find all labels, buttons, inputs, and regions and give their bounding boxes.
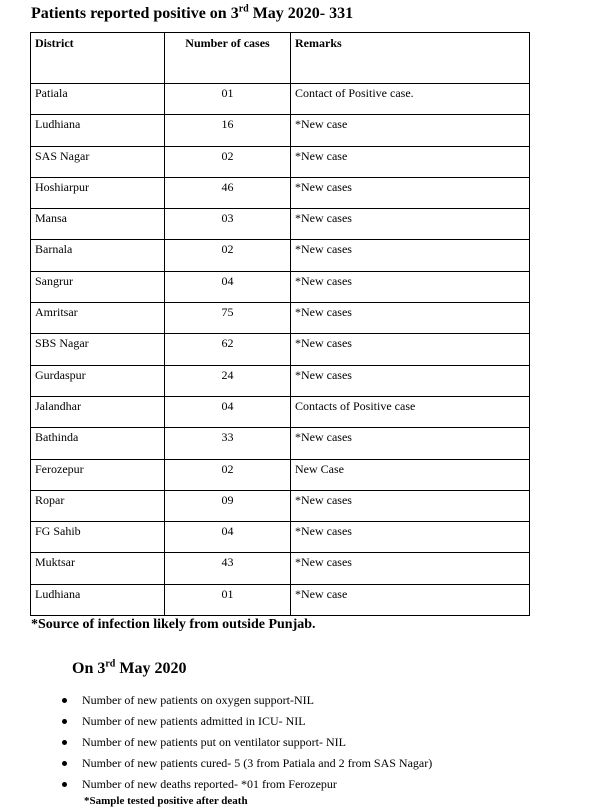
table-row <box>31 396 530 427</box>
table-header-row <box>31 33 530 84</box>
cell-remarks: *New cases <box>291 428 530 459</box>
cell-remarks: *New cases <box>291 209 530 240</box>
column-header-remarks: Remarks <box>291 33 530 84</box>
cell-number-of-cases: 24 <box>165 365 291 396</box>
table-row <box>31 553 530 584</box>
table-row <box>31 334 530 365</box>
bullet-icon <box>62 740 67 745</box>
bullet-icon <box>62 719 67 724</box>
table-row <box>31 115 530 146</box>
cell-remarks: *New cases <box>291 240 530 271</box>
table-row <box>31 303 530 334</box>
table-row <box>31 209 530 240</box>
cell-district: Mansa <box>31 209 165 240</box>
cell-remarks: *New cases <box>291 490 530 521</box>
cell-district: Muktsar <box>31 553 165 584</box>
subhead-suffix: May 2020 <box>115 660 187 677</box>
list-item <box>62 774 432 795</box>
cell-number-of-cases: 75 <box>165 303 291 334</box>
title-prefix: Patients reported positive on 3 <box>31 5 239 22</box>
cell-remarks: *New cases <box>291 303 530 334</box>
bullet-icon <box>62 698 67 703</box>
cell-district: Sangrur <box>31 271 165 302</box>
cell-remarks: *New cases <box>291 522 530 553</box>
title-ordinal-suffix: rd <box>238 3 249 15</box>
cell-number-of-cases: 46 <box>165 177 291 208</box>
cell-remarks: *New cases <box>291 365 530 396</box>
cell-district: Hoshiarpur <box>31 177 165 208</box>
title-suffix: May 2020- 331 <box>248 5 354 22</box>
cell-number-of-cases: 03 <box>165 209 291 240</box>
cell-remarks: *New cases <box>291 271 530 302</box>
cases-table <box>30 32 530 616</box>
cell-number-of-cases: 02 <box>165 240 291 271</box>
list-item-text: Number of new patients on oxygen support-NIL <box>82 693 314 707</box>
table-row <box>31 459 530 490</box>
table-row <box>31 271 530 302</box>
cell-remarks: *New cases <box>291 553 530 584</box>
cell-district: Barnala <box>31 240 165 271</box>
cell-remarks: New Case <box>291 459 530 490</box>
cell-number-of-cases: 01 <box>165 84 291 115</box>
list-item-text: Number of new patients admitted in ICU- NIL <box>82 714 306 728</box>
table-row <box>31 522 530 553</box>
cell-district: SAS Nagar <box>31 146 165 177</box>
page-title <box>31 5 353 23</box>
cell-number-of-cases: 04 <box>165 271 291 302</box>
list-item-text: Number of new patients put on ventilator support- NIL <box>82 735 346 749</box>
cell-remarks: *New case <box>291 584 530 615</box>
cell-number-of-cases: 02 <box>165 146 291 177</box>
cell-district: Jalandhar <box>31 396 165 427</box>
table-row <box>31 146 530 177</box>
cell-district: Gurdaspur <box>31 365 165 396</box>
cell-number-of-cases: 02 <box>165 459 291 490</box>
cell-district: Patiala <box>31 84 165 115</box>
cell-number-of-cases: 62 <box>165 334 291 365</box>
cell-remarks: Contact of Positive case. <box>291 84 530 115</box>
column-header-number-of-cases: Number of cases <box>165 33 291 84</box>
cell-number-of-cases: 33 <box>165 428 291 459</box>
table-row <box>31 584 530 615</box>
cell-number-of-cases: 16 <box>165 115 291 146</box>
cell-district: Bathinda <box>31 428 165 459</box>
cell-remarks: *New cases <box>291 334 530 365</box>
cell-district: FG Sahib <box>31 522 165 553</box>
cell-district: Ropar <box>31 490 165 521</box>
section-heading <box>72 660 186 678</box>
table-row <box>31 428 530 459</box>
cell-district: SBS Nagar <box>31 334 165 365</box>
cell-district: Ludhiana <box>31 115 165 146</box>
bullet-icon <box>62 761 67 766</box>
source-note: *Source of infection likely from outside Punjab. <box>31 617 316 632</box>
cell-number-of-cases: 43 <box>165 553 291 584</box>
table-body <box>31 84 530 616</box>
table-row <box>31 84 530 115</box>
cell-district: Ludhiana <box>31 584 165 615</box>
list-item <box>62 732 432 753</box>
cell-remarks: *New case <box>291 115 530 146</box>
footnote: *Sample tested positive after death <box>84 795 248 807</box>
cell-remarks: *New case <box>291 146 530 177</box>
list-item <box>62 690 432 711</box>
cell-number-of-cases: 04 <box>165 522 291 553</box>
table-row <box>31 365 530 396</box>
subhead-ordinal-suffix: rd <box>105 658 116 670</box>
cell-remarks: Contacts of Positive case <box>291 396 530 427</box>
list-item-text: Number of new patients cured- 5 (3 from Patiala and 2 from SAS Nagar) <box>82 756 433 770</box>
bullet-icon <box>62 782 67 787</box>
table-row <box>31 177 530 208</box>
cell-district: Ferozepur <box>31 459 165 490</box>
column-header-district: District <box>31 33 165 84</box>
list-item <box>62 711 432 732</box>
list-item <box>62 753 432 774</box>
cell-number-of-cases: 04 <box>165 396 291 427</box>
cell-district: Amritsar <box>31 303 165 334</box>
summary-list <box>62 690 432 795</box>
table-row <box>31 240 530 271</box>
cell-remarks: *New cases <box>291 177 530 208</box>
cell-number-of-cases: 09 <box>165 490 291 521</box>
table-row <box>31 490 530 521</box>
cell-number-of-cases: 01 <box>165 584 291 615</box>
list-item-text: Number of new deaths reported- *01 from Ferozepur <box>82 777 337 791</box>
subhead-prefix: On 3 <box>72 660 106 677</box>
